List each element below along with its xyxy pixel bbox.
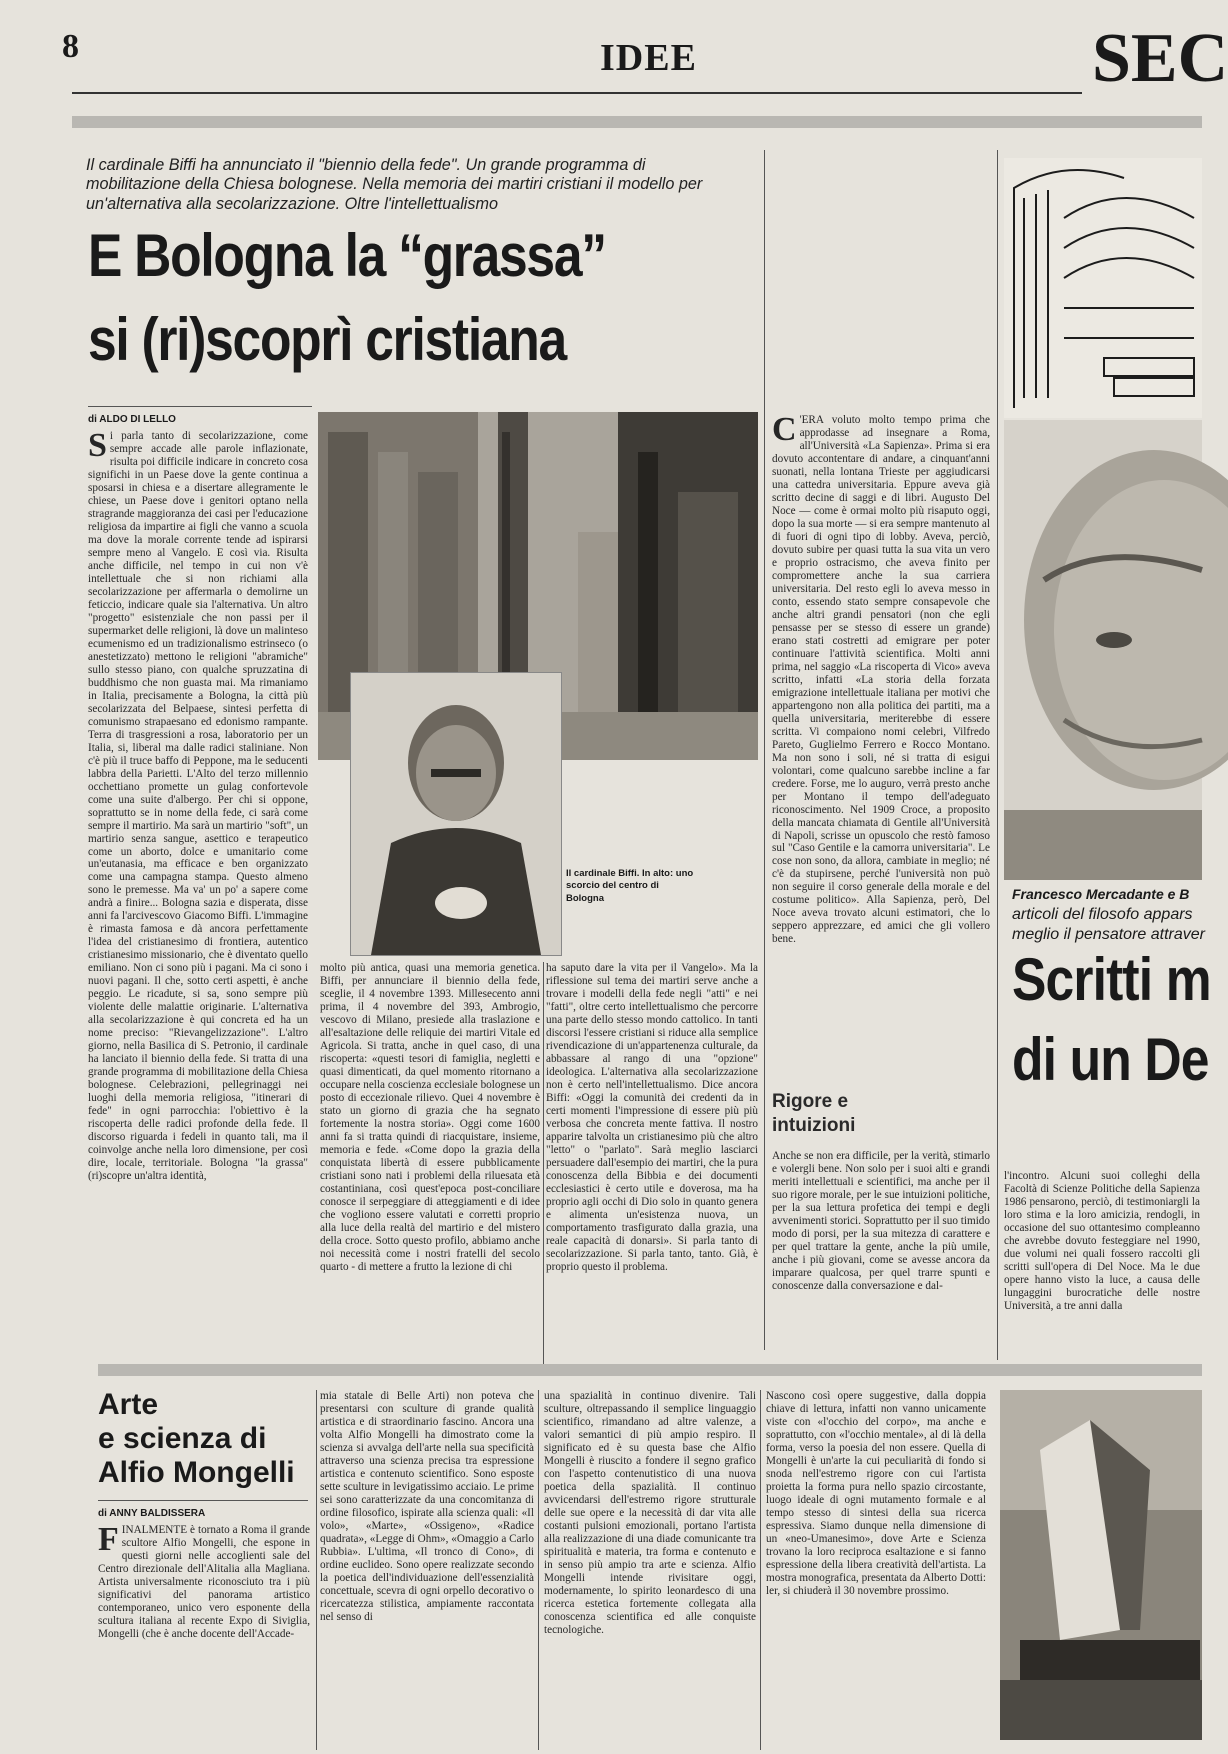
art-headline-line2: e scienza di	[98, 1422, 267, 1455]
column-rule	[760, 1390, 761, 1750]
subhead: Rigore e intuizioni	[772, 1091, 856, 1136]
art-text-2: mia statale di Belle Arti) non poteva che presentarsi con sculture di grande qualità artistica e di straordinario fascino. Ancora una volta Alfio Mongelli ha dimostrato come la scienza si avvalga dell'arte nella sua specificità attraverso una scienza precisa tra espressione artistica e contenuto scientifico. Sono esposte sette sculture in levigatissimo acciaio. Le prime sei sono caratterizzate da una concomitanza di ordine filosofico, ispirate alla scienza quali: «Il volo», «Marte», «Ossigeno», «Radice quadrata», «Legge di Ohm», «Omaggio a Carlo Rubbia». L'ultima, «Il tronco di Cono», di ordine euclideo. Sono opere realizzate secondo la poetica dell'individuazione dell'essenzialità concettuale, scevra di ogni orpello decorativo o ricercatezza stilistica, ampiamente raccontata nel senso di	[320, 1390, 534, 1623]
books-illustration	[1004, 158, 1202, 418]
article-headline-line2: si (ri)scoprì cristiana	[88, 306, 566, 373]
cardinal-portrait-photo	[350, 672, 562, 956]
dropcap: S	[88, 427, 107, 464]
column-rule	[88, 406, 312, 407]
masthead-fragment: SEC	[1092, 20, 1228, 97]
article-column-3	[546, 962, 758, 1372]
bottom-band	[98, 1364, 1202, 1376]
portrait-illustration	[1004, 420, 1202, 880]
dropcap: F	[98, 1521, 119, 1558]
art-headline-line3: Alfio Mongelli	[98, 1456, 295, 1489]
header-rule	[72, 92, 1082, 94]
column-rule	[316, 1390, 317, 1750]
del-noce-portrait	[1004, 420, 1202, 880]
right-headline-line2: di un De	[1012, 1026, 1209, 1093]
del-noce-column-1	[772, 411, 990, 1074]
art-text-1: INALMENTE è tornato a Roma il grande scultore Alfio Mongelli, che espone in questi giorni nelle accoglienti sale del Centro direzionale dell'Alitalia alla Magliana. Artista universalmente riconosciuto tra i più significativi del panorama artistico contemporaneo, unico vero esponente della scultura italiana al recente Expo di Siviglia, Mongelli (che è anche docente dell'Accade-	[98, 1524, 310, 1640]
art-text-4: Nascono così opere suggestive, dalla doppia chiave di lettura, infatti non vanno unicamente viste con «l'occhio del corpo», ma anche e soprattutto, con «l'occhio mentale», al di là della forma, verso la poesia del non essere. Quella di Mongelli è un'arte la cui peculiarità di fondo si snoda nell'estremo rigore con cui l'artista proietta la forma pura nello spazio circostante, luogo ideale di ogni mutamento formale e al tempo stesso di sintesi della sua ricerca espressiva. Siamo dunque nella dimensione di un «neo-Umanesimo», dove Arte e Scienza trovano la loro reciproca esaltazione e si fanno espressione della libera creatività dell'artista. La mostra monografica, presentata da Alberto Dotti: ler, si chiuderà il 30 novembre prossimo.	[766, 1390, 986, 1597]
article-byline: di ALDO DI LELLO	[88, 414, 176, 425]
sketch-illustration	[1004, 158, 1202, 418]
article-headline-line1: E Bologna la “grassa”	[88, 222, 606, 289]
column-3-text: ha saputo dare la vita per il Vangelo». Ma la riflessione sul tema dei martiri serve anche a trovare i modelli della fede negli "atti" e nei "fatti", oltre certo intellettualismo che percorre una parte dello stesso mondo cattolico. In tanti discorsi l'essere cristiani si riduce alla semplice rivendicazione di un'appartenenza culturale, da abbassare al rango di una "opzione" ideologica. L'alternativa alla secolarizzazione non è certo nell'intellettualismo. Dice ancora Biffi: «Oggi la comunità dei credenti da in certi momenti l'impressione di essere più più verbosa che concreta mente fattiva. Il nostro apparire talvolta un cristianesimo più che altro "letto" o "parlato". Sarà meglio lasciarci persuadere dall'esempio dei martiri, che la pura conoscenza della Bibbia e dei documenti ecclesiastici è certo utile e doverosa, ma ha proprio agli occhi di Dio solo in quanto genera e alimenta un'esistenza nuova, un comportamento trasfigurato dalla grazia, una reale capacità di donarsi». Si parla tanto di secolarizzazione. Si parla tanto, tanto. Già, è proprio questo il problema.	[546, 962, 758, 1273]
column-rule	[538, 1390, 539, 1750]
article-column-1	[88, 427, 308, 1370]
column-1-text: i parla tanto di secolarizzazione, come sempre accade alle parole inflazionate, risulta poi difficile indicare in concreto cosa significhi in un Paese dove la gente continua a sposarsi in chiesa e a disertare allegramente le chiese, un Paese dove i genitori optano nella stragrande maggioranza dei casi per l'educazione religiosa da impartire ai figli che vanno a scuola ma dove la morale corrente tende ad ispirarsi sempre meno al Vangelo. E così via. Risulta anche difficile, nel tempo in cui non v'è intellettuale che si non richiami alla secolarizzazione per affermarla o demolirne un feticcio, indicare quale sia l'alternativa. Un altro "progetto" esistenziale che non passi per il supermarket delle religioni, là dove un malinteso ecumenismo ed un tradizionalismo estrinseco (o anestetizzato) mettono le religioni "abramiche" sullo stesso piano, con qualche spruzzatina di buddhismo che non guasta mai. Ma rimaniamo in Italia, precisamente a Bologna, la città più secolarizzata del Belpaese, sintesi perfetta di comunismo strapaesano ed edonismo rampante. Terra di trasgressioni a rosa, laboratorio per un Italia, si, liberal ma dalle radici stalinianе. Non c'è più il truce baffo di Peppone, ma le seducenti labbra della Parietti. L'Alto del terzo millennio occhettiano promette un gulag confortevole come una suite d'albergo. Per chi si oppone, soprattutto se in nome della fede, ci sarà come sempre il martirio. Ma sarà un martirio "soft", un martirio senza sangue, asettico e terapeutico come un aborto, dolce e umanitario come un'eutanasia, ma efficace e ben organizzato come una campagna stampa. Questo almeno sono le premesse. Ma va' un po' a sapere come andrà a finire... Bologna sazia e disperata, disse anni fa l'arcivescovo Giacomo Biffi. L'immagine è rimasta famosa e dà ancora perfettamente l'idea del cristianesimo di frontiera, autentico cristianesimo missionario, che è diventato quello emiliano. Non ci sono più i pagani. Ma ci sono i nuovi pagani. Il che, sotto certi aspetti, è anche peggio. Le ricadute, si sa, sono sempre più violente delle malattie originarie. L'alternativa alla secolarizzazione è qui concreta ed ha un nome preciso: "Rievangelizzazione". L'altro giorno, nella Basilica di S. Petronio, il cardinale ha lanciato il biennio della fede. Si tratta di una grande programma di mobilitazione della Chiesa bolognese. Celebrazioni, pellegrinaggi nei luoghi della memoria religiosa, "itinerari di fede" in ogni parrocchia: l'obiettivo è la riscoperta delle radici profonde della fede. Il discorso riguarda i fedeli in quanto tali, ma il coinvolge anche nella loro dimensione, per così dire, locale, territoriale. Bologna "la grassa" (ri)scopre un'altra identità,	[88, 430, 308, 1183]
portrait-illustration	[351, 673, 561, 955]
photo-caption: Il cardinale Biffi. In alto: uno scorcio del centro di Bologna	[566, 868, 694, 904]
top-band	[72, 116, 1202, 128]
page-number: 8	[62, 28, 79, 65]
art-column-2	[320, 1390, 534, 1750]
art-column-3	[544, 1390, 756, 1750]
right-headline-line1: Scritti m	[1012, 946, 1211, 1013]
del-noce-text-1: 'ERA voluto molto tempo prima che approdasse ad insegnare a Roma, all'Università «La Sapienza». Prima si era dovuto accontentare di andare, a cinquant'anni suonati, nella lontana Trieste per aggiudicarsi una cattedra universitaria. Eppure aveva già scritto decine di saggi e di libri. Augusto Del Noce — come è ormai molto più risaputo oggi, dopo la sua morte — si era sempre mantenuto al di fuori di ogni tipo di lobby. Aveva, perciò, dovuto subire per quasi tutta la sua vita un vero e proprio ostracismo, che aveva finito per compromettere anche la sua carriera universitaria. Del resto egli lo aveva messo in conto, essendo stato sempre consapevole che anche altri grandi pensatori (non che egli pensasse per se stesso di essere un grande) erano stati costretti ad emigrare per poter continuare l'attività scientifica. Molti anni prima, nel saggio «La riscoperta di Vico» aveva scritto, infatti «La storia della forzata emigrazione intellettuale italiana per motivi che appartengono non alla politica dei partiti, ma a quella universitaria, meriterebbe di essere scritta. Vi compaiono nomi celebri, Vilfredo Pareto, Guglielmo Ferrero e Rocco Montano. Ma non sono i soli, né si tratta di esigui volontari, come qualcuno sarebbe incline a far credere. Forse, me lo auguro, verrà presto anche per Montano il tempo dell'adeguato riconoscimento. Nel 1909 Croce, a proposito della mancata chiamata di Gentile all'Università di Napoli, scrisse un opuscolo che restò famoso sul "Caso Gentile e la camorra universitaria". Le cose non sono, da allora, cambiate in meglio; né c'è da stupirsene, perché l'università non può non seguire il corso generale della morale e del costume politico». Alla Sapienza, però, Del Noce aveva trovato alcuni estimatori, che lo seppero apprezzare, ed amici che gli vollero bene.	[772, 414, 990, 946]
byline-rule	[98, 1500, 308, 1501]
dropcap: C	[772, 411, 797, 448]
right-caption-line1: Francesco Mercadante e B	[1012, 886, 1190, 902]
article-deck: Il cardinale Biffi ha annunciato il "biennio della fede". Un grande programma di mobilitazione della Chiesa bolognese. Nella memoria dei martiri cristiani il modello per un'alternativa alla secolarizzazione. Oltre l'intellettualismo	[86, 156, 703, 213]
art-column-1	[98, 1521, 310, 1746]
column-rule	[997, 150, 998, 1360]
art-byline: di ANNY BALDISSERA	[98, 1508, 206, 1519]
section-title: IDEE	[600, 37, 697, 79]
column-rule	[764, 150, 765, 1350]
right-column-text	[1004, 1170, 1200, 1360]
sculpture-photo	[1000, 1390, 1202, 1740]
art-column-4	[766, 1390, 986, 1750]
art-text-3: una spazialità in continuo divenire. Tali sculture, oltrepassando il semplice linguaggio scientifico, rimandano ad altre valenze, a valori semantici di più ampio respiro. Il significato ed è su questa base che Alfio Mongelli è riuscito a fondere il segno grafico con l'aspetto contenutistico di una nuova poetica della spazialità. Il continuo avvicendarsi dell'estremo rigore strutturale delle sue opere e la necessità di dar vita alle costanti pulsioni emozionali, portano l'artista alla realizzazione di una diade comunicante tra spiritualità e materia, tra forma e contenuto e in senso più ampio tra arte e scienza. Alfio Mongelli intende rivisitare oggi, modernamente, lo spirito leonardesco di una ricerca estetica fortemente collegata alla conoscenza scientifica ed alle conquiste tecnologiche.	[544, 1390, 756, 1636]
sculpture-illustration	[1000, 1390, 1202, 1740]
column-rule	[543, 962, 544, 1372]
article-column-2	[320, 962, 540, 1372]
right-text: l'incontro. Alcuni suoi colleghi della Facoltà di Scienze Politiche della Sapienza 1986 pensarono, perciò, di testimoniargli la loro stima e la loro amicizia, rendogli, in occasione del suo ottantesimo compleanno che avrebbe dovuto festeggiare nel 1990, due volumi nei quali fossero raccolti gli scritti sull'opera di Del Noce. Ma le due opere hanno visto la luce, a causa delle lungaggini burocratiche delle nostre Università, a tre anni dalla	[1004, 1170, 1200, 1312]
del-noce-column-1b	[772, 1150, 990, 1360]
del-noce-text-2: Anche se non era difficile, per la verità, stimarlo e volergli bene. Non solo per i suoi alti e grandi meriti intellettuali e scientifici, ma anche per il suo rigore morale, per le sue intuizioni politiche, per la sua lettura profetica dei tempi e degli avvenimenti storici. Soprattutto per il suo timido modo di porsi, per la sua mitezza di carattere e per quel trattare la gente, anche la più umile, anche i più giovani, come se avesse ancora da imparare qualcosa, per quel trarre spunti e conoscenze dalla conversazione e dal-	[772, 1150, 990, 1292]
column-2-text: molto più antica, quasi una memoria genetica. Biffi, per annunciare il biennio della fede, sceglie, il 4 novembre 1393. Millesecento anni prima, il 4 novembre del 393, Ambrogio, vescovo di Milano, presiede alla traslazione e all'esaltazione delle reliquie dei martiri Vitale ed Agricola. Si tratta, anche in quel caso, di una riscoperta: «questi tesori di famiglia, negletti e quasi dimenticati, da quel momento ritornano a occupare nella coscienza ecclesiale bolognese un posto di eccezionale rilievo. Quei 4 novembre è stato un giorno di grazia che ha segnato fortemente la nostra storia». Oggi come 1600 anni fa si tratta quindi di riacquistare, insieme, memoria e fede. «Come dopo la grazia della conquistata libertà di essere pubblicamente cristiani sono nati i problemi della riluesata età costantiniana, così quest'epoca post-conciliare conosce il serpeggiare di atteggiamenti e di idee che vogliono essere valutati e corretti proprio alla luce della realtà del martirio e del mistero della croce. Sotto questo profilo, abbiamo anche noi necessità come i nostri fratelli del secolo quarto - di mettere a frutto la lezione di chi	[320, 962, 540, 1273]
art-headline-line1: Arte	[98, 1388, 159, 1421]
right-caption-line3: meglio il pensatore attraver	[1012, 926, 1205, 943]
right-caption-line2: articoli del filosofo appars	[1012, 906, 1193, 923]
